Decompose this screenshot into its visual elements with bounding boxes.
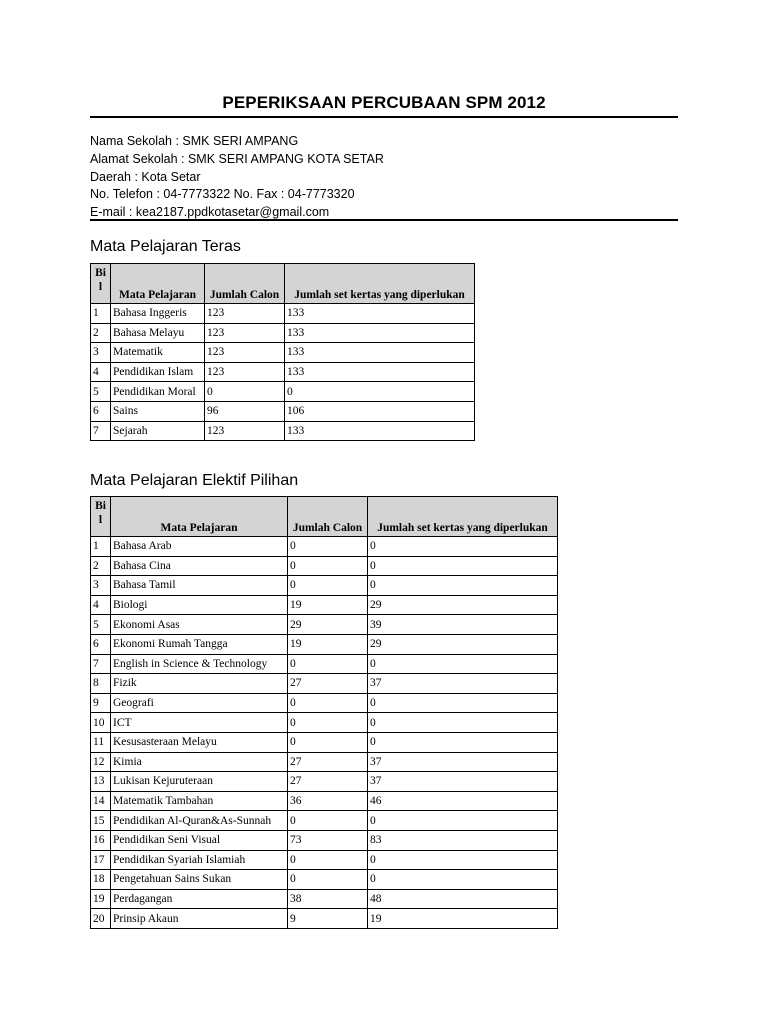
- bil-cell: 15: [91, 811, 111, 831]
- teras-header-row: [91, 264, 475, 304]
- candidates-cell: 0: [288, 576, 368, 596]
- bil-cell: 20: [91, 909, 111, 929]
- candidates-cell: 0: [288, 654, 368, 674]
- subject-cell: Kimia: [111, 752, 288, 772]
- school-email: E-mail : kea2187.ppdkotasetar@gmail.com: [90, 205, 330, 220]
- subject-cell: Pendidikan Seni Visual: [111, 830, 288, 850]
- papers-cell: 0: [368, 693, 558, 713]
- table-row: [91, 362, 475, 382]
- school-info: [90, 133, 384, 222]
- bil-cell: 5: [91, 382, 111, 402]
- elektif-header-row: [91, 497, 558, 537]
- subject-cell: Pendidikan Syariah Islamiah: [111, 850, 288, 870]
- bil-cell: 8: [91, 674, 111, 694]
- papers-cell: 83: [368, 830, 558, 850]
- table-row: [91, 674, 558, 694]
- candidates-cell: 96: [205, 401, 285, 421]
- papers-cell: 0: [285, 382, 475, 402]
- papers-cell: 0: [368, 556, 558, 576]
- bil-cell: 5: [91, 615, 111, 635]
- candidates-cell: 9: [288, 909, 368, 929]
- subject-cell: Bahasa Melayu: [111, 323, 205, 343]
- subject-cell: Ekonomi Asas: [111, 615, 288, 635]
- bil-cell: 2: [91, 323, 111, 343]
- candidates-cell: 38: [288, 889, 368, 909]
- papers-cell: 106: [285, 401, 475, 421]
- papers-cell: 133: [285, 343, 475, 363]
- candidates-cell: 73: [288, 830, 368, 850]
- papers-cell: 48: [368, 889, 558, 909]
- papers-cell: 0: [368, 811, 558, 831]
- candidates-cell: 36: [288, 791, 368, 811]
- papers-cell: 133: [285, 362, 475, 382]
- subject-header: Mata Pelajaran: [111, 264, 205, 304]
- candidates-cell: 123: [205, 304, 285, 324]
- papers-cell: 29: [368, 634, 558, 654]
- subject-cell: Biologi: [111, 595, 288, 615]
- candidates-cell: 27: [288, 674, 368, 694]
- table-row: [91, 576, 558, 596]
- bil-cell: 19: [91, 889, 111, 909]
- school-district: Daerah : Kota Setar: [90, 169, 201, 184]
- candidates-cell: 19: [288, 595, 368, 615]
- subject-cell: Ekonomi Rumah Tangga: [111, 634, 288, 654]
- candidates-cell: 123: [205, 362, 285, 382]
- papers-header: Jumlah set kertas yang diperlukan: [368, 497, 558, 537]
- bil-cell: 10: [91, 713, 111, 733]
- papers-cell: 39: [368, 615, 558, 635]
- teras-section-title: Mata Pelajaran Teras: [90, 238, 241, 255]
- papers-cell: 37: [368, 772, 558, 792]
- subject-header: Mata Pelajaran: [111, 497, 288, 537]
- bil-cell: 17: [91, 850, 111, 870]
- candidates-cell: 123: [205, 343, 285, 363]
- bil-cell: 18: [91, 870, 111, 890]
- papers-cell: 37: [368, 674, 558, 694]
- candidates-cell: 27: [288, 772, 368, 792]
- papers-cell: 0: [368, 537, 558, 557]
- papers-cell: 0: [368, 732, 558, 752]
- candidates-cell: 0: [288, 732, 368, 752]
- subject-cell: Perdagangan: [111, 889, 288, 909]
- subject-cell: Lukisan Kejuruteraan: [111, 772, 288, 792]
- papers-cell: 29: [368, 595, 558, 615]
- candidates-cell: 29: [288, 615, 368, 635]
- table-row: [91, 654, 558, 674]
- table-row: [91, 830, 558, 850]
- table-row: [91, 752, 558, 772]
- subject-cell: Pendidikan Al-Quran&As-Sunnah: [111, 811, 288, 831]
- table-row: [91, 634, 558, 654]
- bil-cell: 2: [91, 556, 111, 576]
- table-row: [91, 811, 558, 831]
- bil-cell: 6: [91, 401, 111, 421]
- candidates-header: Jumlah Calon: [288, 497, 368, 537]
- elektif-body: [91, 537, 558, 929]
- subject-cell: Bahasa Cina: [111, 556, 288, 576]
- table-row: [91, 713, 558, 733]
- table-row: [91, 556, 558, 576]
- bil-cell: 1: [91, 304, 111, 324]
- subject-cell: Fizik: [111, 674, 288, 694]
- candidates-cell: 123: [205, 421, 285, 441]
- candidates-cell: 0: [205, 382, 285, 402]
- bil-cell: 13: [91, 772, 111, 792]
- bil-cell: 9: [91, 693, 111, 713]
- subject-cell: English in Science & Technology: [111, 654, 288, 674]
- table-row: [91, 870, 558, 890]
- bil-cell: 14: [91, 791, 111, 811]
- papers-cell: 0: [368, 654, 558, 674]
- table-row: [91, 693, 558, 713]
- papers-cell: 133: [285, 323, 475, 343]
- bil-cell: 6: [91, 634, 111, 654]
- papers-cell: 133: [285, 421, 475, 441]
- bil-cell: 3: [91, 343, 111, 363]
- subject-cell: Bahasa Arab: [111, 537, 288, 557]
- bil-cell: 4: [91, 595, 111, 615]
- table-row: [91, 304, 475, 324]
- candidates-cell: 19: [288, 634, 368, 654]
- subject-cell: Matematik Tambahan: [111, 791, 288, 811]
- subject-cell: Bahasa Inggeris: [111, 304, 205, 324]
- bil-cell: 11: [91, 732, 111, 752]
- teras-table: [90, 263, 475, 441]
- table-row: [91, 850, 558, 870]
- papers-cell: 133: [285, 304, 475, 324]
- papers-cell: 37: [368, 752, 558, 772]
- bil-header: Bi l: [91, 497, 111, 537]
- table-row: [91, 421, 475, 441]
- table-row: [91, 909, 558, 929]
- table-row: [91, 343, 475, 363]
- papers-cell: 19: [368, 909, 558, 929]
- papers-cell: 0: [368, 870, 558, 890]
- school-phone-fax: No. Telefon : 04-7773322 No. Fax : 04-7773320: [90, 187, 355, 202]
- subject-cell: Bahasa Tamil: [111, 576, 288, 596]
- papers-cell: 0: [368, 850, 558, 870]
- candidates-cell: 0: [288, 556, 368, 576]
- papers-header: Jumlah set kertas yang diperlukan: [285, 264, 475, 304]
- table-row: [91, 732, 558, 752]
- papers-cell: 46: [368, 791, 558, 811]
- subject-cell: Geografi: [111, 693, 288, 713]
- papers-cell: 0: [368, 576, 558, 596]
- table-row: [91, 595, 558, 615]
- table-row: [91, 537, 558, 557]
- bil-cell: 3: [91, 576, 111, 596]
- bil-cell: 7: [91, 654, 111, 674]
- table-row: [91, 889, 558, 909]
- school-address: Alamat Sekolah : SMK SERI AMPANG KOTA SETAR: [90, 151, 384, 166]
- candidates-cell: 0: [288, 537, 368, 557]
- candidates-header: Jumlah Calon: [205, 264, 285, 304]
- bil-cell: 16: [91, 830, 111, 850]
- table-row: [91, 382, 475, 402]
- table-row: [91, 791, 558, 811]
- bil-header: Bi l: [91, 264, 111, 304]
- bil-cell: 4: [91, 362, 111, 382]
- bil-cell: 7: [91, 421, 111, 441]
- candidates-cell: 0: [288, 693, 368, 713]
- table-row: [91, 615, 558, 635]
- table-row: [91, 401, 475, 421]
- subject-cell: Pengetahuan Sains Sukan: [111, 870, 288, 890]
- elektif-table: [90, 496, 558, 929]
- elektif-section-title: Mata Pelajaran Elektif Pilihan: [90, 472, 299, 489]
- school-name: Nama Sekolah : SMK SERI AMPANG: [90, 134, 299, 148]
- bil-cell: 12: [91, 752, 111, 772]
- candidates-cell: 0: [288, 870, 368, 890]
- header-rule-bottom: [90, 219, 678, 221]
- table-row: [91, 772, 558, 792]
- candidates-cell: 0: [288, 811, 368, 831]
- subject-cell: Pendidikan Islam: [111, 362, 205, 382]
- subject-cell: ICT: [111, 713, 288, 733]
- page-title: PEPERIKSAAN PERCUBAAN SPM 2012: [222, 93, 546, 112]
- candidates-cell: 123: [205, 323, 285, 343]
- subject-cell: Matematik: [111, 343, 205, 363]
- subject-cell: Sejarah: [111, 421, 205, 441]
- candidates-cell: 0: [288, 850, 368, 870]
- bil-cell: 1: [91, 537, 111, 557]
- subject-cell: Sains: [111, 401, 205, 421]
- candidates-cell: 27: [288, 752, 368, 772]
- teras-body: [91, 304, 475, 441]
- papers-cell: 0: [368, 713, 558, 733]
- header-rule-top: [90, 116, 678, 118]
- subject-cell: Pendidikan Moral: [111, 382, 205, 402]
- subject-cell: Kesusasteraan Melayu: [111, 732, 288, 752]
- table-row: [91, 323, 475, 343]
- candidates-cell: 0: [288, 713, 368, 733]
- subject-cell: Prinsip Akaun: [111, 909, 288, 929]
